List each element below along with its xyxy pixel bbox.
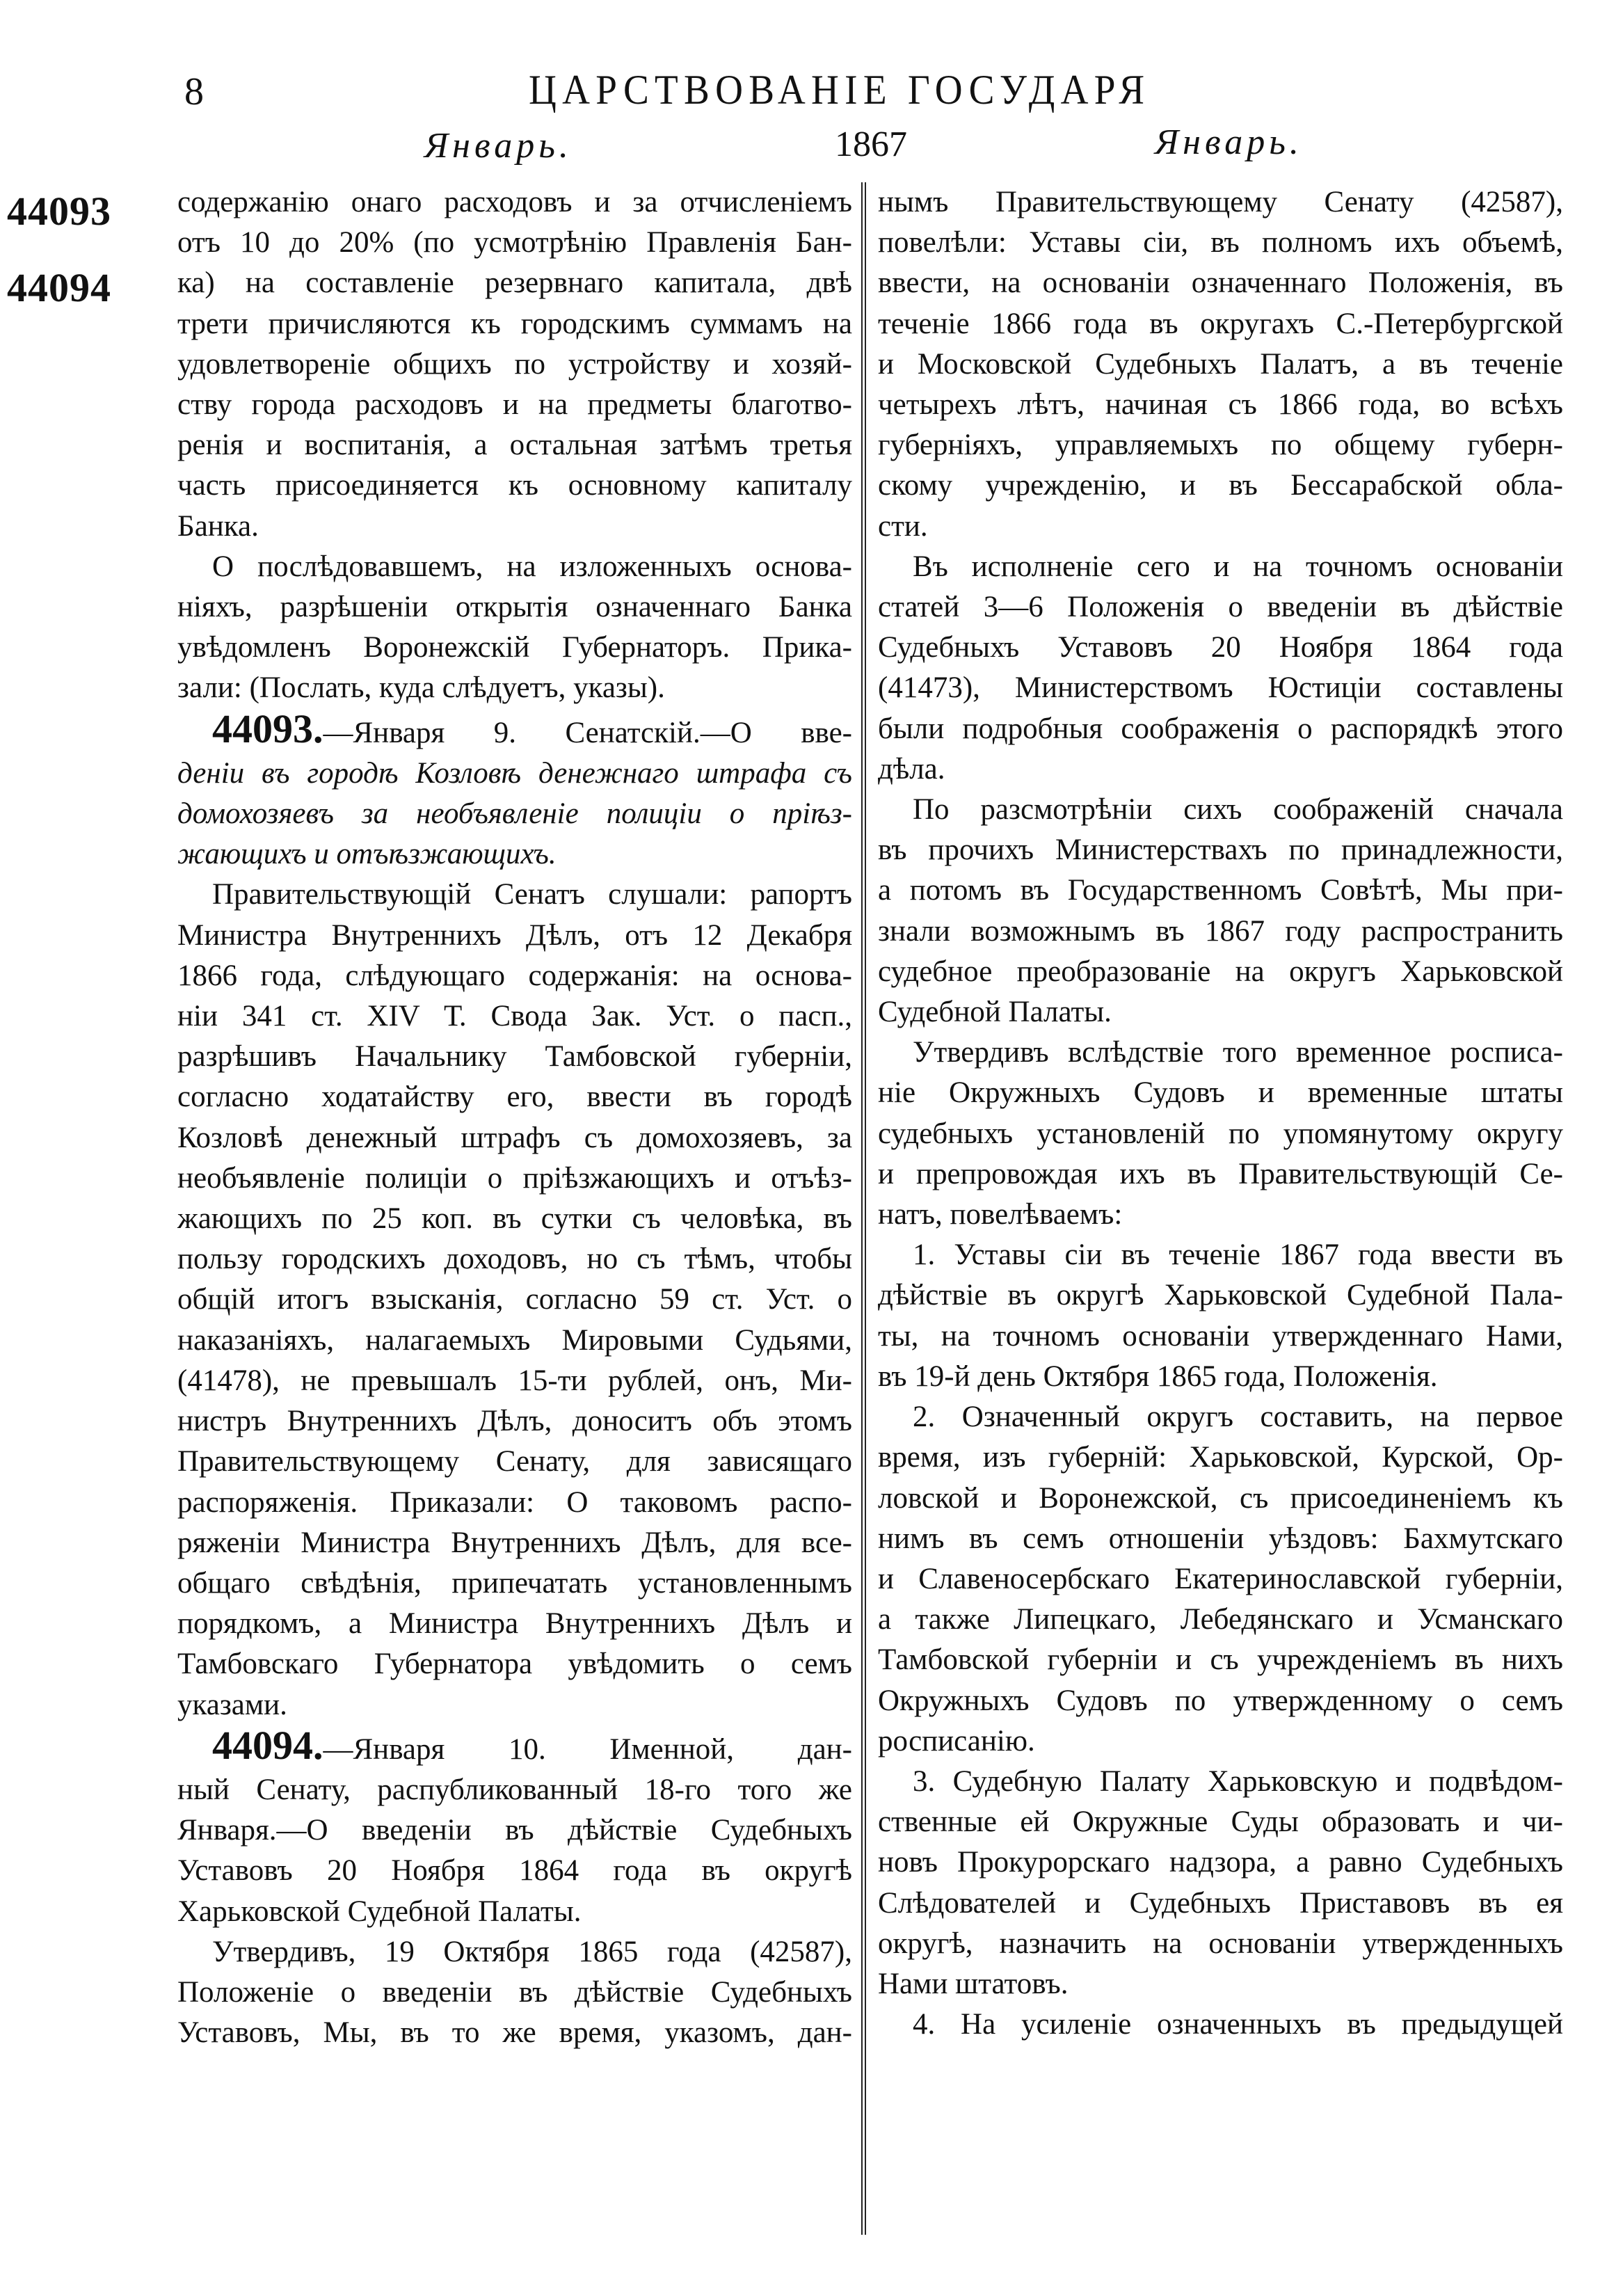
text-line: судебныхъ установленій по упомянутому округу [878,1117,1563,1150]
list-item-2 [878,1397,1563,1762]
entry-number: 44093. [212,705,323,751]
text-line: трети причисляются къ городскимъ суммамъ на [177,307,852,340]
text-line: Января.—О введеніи въ дѣйствіе Судебныхъ [177,1814,852,1847]
text-line: 3. Судебную Палату Харьковскую и подвѣдом- [913,1764,1563,1798]
list-item-3 [878,1762,1563,2004]
text-line: общаго свѣдѣнія, припечатать установленнымъ [177,1566,852,1600]
margin-number-44093: 44093 [7,189,111,234]
text-line: ніе Окружныхъ Судовъ и временные штаты [878,1076,1563,1110]
text-line: Окружныхъ Судовъ по утвержденному о семъ [878,1684,1563,1717]
entry-title [177,754,852,875]
text-line: домохозяевъ за необъявленіе полиціи о пріѣз- [177,797,852,831]
entry-heading-rest: —Января 9. Сенатскій.—О вве- [323,716,852,749]
text-line: жающихъ и отъѣзжающихъ. [177,838,557,871]
right-column [878,182,1563,2045]
year: 1867 [835,125,907,164]
left-column [177,182,852,2053]
text-line: нимъ въ семъ отношеніи уѣздовъ: Бахмутскаго [878,1522,1563,1555]
text-line: общій итогъ взысканія, согласно 59 ст. Уст. о [177,1283,852,1316]
paragraph-decree-continuation [878,182,1563,547]
entry-heading [177,1722,852,1770]
text-line: Харьковской Судебной Палаты. [177,1895,582,1928]
text-line: содержанію онаго расходовъ и за отчисленіемъ [177,186,852,218]
entry-heading-rest: —Января 10. Именной, дан- [323,1732,852,1766]
text-line: увѣдомленъ Воронежскій Губернаторъ. Прика- [177,631,852,664]
text-line: ка) на составленіе резервнаго капитала, двѣ [177,266,852,300]
text-line: указами. [177,1688,287,1721]
entry-number: 44094. [212,1722,323,1768]
text-line: нистръ Внутреннихъ Дѣлъ, доноситъ объ этомъ [177,1405,852,1438]
text-line: часть присоединяется къ основному капиталу [177,469,852,502]
text-line: ству города расходовъ и на предметы благотво- [177,388,852,422]
text-line: деніи въ городѣ Козловѣ денежнаго штрафа съ [177,756,852,790]
text-line: О послѣдовавшемъ, на изложенныхъ основа- [212,550,852,583]
text-line: росписанію. [878,1724,1035,1757]
entry-44094 [177,1722,852,2054]
text-line: необъявленіе полиціи о пріѣзжающихъ и отъѣз- [177,1161,852,1195]
text-line: сти. [878,509,928,543]
list-item-4 [878,2004,1563,2045]
text-line: пользу городскихъ доходовъ, но съ тѣмъ, чтобы [177,1243,852,1276]
text-line: отъ 10 до 20% (по усмотрѣнію Правленія Бан- [177,226,852,260]
text-line: ніяхъ, разрѣшеніи открытія означеннаго Банка [177,591,852,624]
text-line: новъ Прокурорскаго надзора, а равно Судебныхъ [878,1846,1563,1879]
text-line: порядкомъ, а Министра Внутреннихъ Дѣлъ и [177,1607,852,1641]
list-item-1 [878,1235,1563,1397]
text-line: Козловѣ денежный штрафъ съ домохозяевъ, за [177,1121,852,1154]
paragraph-voronezh-governor [177,547,852,709]
text-line: время, изъ губерній: Харьковской, Курской, Ор- [878,1441,1563,1474]
text-line: дѣйствіе въ округѣ Харьковской Судебной Пала- [878,1279,1563,1312]
text-line: (41473), Министерствомъ Юстиціи составлены [878,671,1563,705]
text-line: а также Липецкаго, Лебедянскаго и Усманскаго [878,1603,1563,1636]
text-line: судебное преобразованіе на округъ Харьковской [878,955,1563,988]
text-line: статей 3—6 Положенія о введеніи въ дѣйствіе [878,591,1563,624]
text-line: Правительствующій Сенатъ слушали: рапортъ [212,878,852,911]
paragraph-consideration [878,790,1563,1033]
text-line: теченіе 1866 года въ округахъ С.-Петербургской [878,307,1563,340]
text-line: зали: (Послать, куда слѣдуетъ, указы). [177,671,665,705]
text-line: въ прочихъ Министерствахъ по принадлежности, [878,834,1563,867]
text-line: знали возможнымъ въ 1867 году распространить [878,914,1563,948]
text-line: натъ, повелѣваемъ: [878,1198,1123,1231]
paragraph-approval [878,1033,1563,1235]
text-line: Тамбовскаго Губернатора увѣдомить о семъ [177,1648,852,1681]
text-line: Судебной Палаты. [878,996,1112,1029]
text-line: повелѣли: Уставы сіи, въ полномъ ихъ объемѣ, [878,226,1563,260]
text-line: Правительствующему Сенату, для зависящаго [177,1445,852,1478]
text-line: жающихъ по 25 коп. въ сутки съ человѣка, въ [177,1202,852,1236]
text-line: ловской и Воронежской, съ присоединеніемъ къ [878,1481,1563,1515]
text-line: Утвердивъ, 19 Октября 1865 года (42587), [212,1935,852,1968]
column-divider [861,182,866,2235]
text-line: Тамбовской губерніи и съ учрежденіемъ въ нихъ [878,1643,1563,1677]
text-line: ственные ей Окружные Суды образовать и чи- [878,1805,1563,1839]
entry-body [177,875,852,1725]
text-line: и Московской Судебныхъ Палатъ, а въ теченіе [878,347,1563,381]
text-line: распоряженія. Приказали: О таковомъ распо- [177,1485,852,1519]
text-line: Уставовъ 20 Ноября 1864 года въ округѣ [177,1854,852,1888]
text-line: въ 19-й день Октября 1865 года, Положенія. [878,1360,1438,1393]
text-line: Положеніе о введеніи въ дѣйствіе Судебныхъ [177,1975,852,2009]
month-left: Январь. [424,126,573,166]
text-line: (41478), не превышалъ 15-ти рублей, онъ, Ми- [177,1364,852,1397]
entry-heading [177,705,852,754]
page-number: 8 [184,70,204,113]
text-line: ный Сенату, распубликованный 18-го того же [177,1773,852,1806]
text-line: 1. Уставы сіи въ теченіе 1867 года ввести въ [913,1238,1563,1272]
text-line: и препровождая ихъ въ Правительствующій Се- [878,1157,1563,1190]
text-line: ввести, на основаніи означеннаго Положенія, въ [878,266,1563,300]
text-line: 4. На усиленіе означенныхъ въ предыдущей [913,2008,1563,2041]
text-line: наказаніяхъ, налагаемыхъ Мировыми Судьями, [177,1323,852,1357]
text-line: ряженіи Министра Внутреннихъ Дѣлъ, для все- [177,1526,852,1559]
paragraph-bank-capital [177,182,852,547]
text-line: Слѣдователей и Судебныхъ Приставовъ въ ея [878,1886,1563,1920]
text-line: Уставовъ, Мы, въ то же время, указомъ, дан- [177,2016,852,2050]
paragraph-execution [878,547,1563,790]
entry-44093 [177,705,852,1725]
text-line: 1866 года, слѣдующаго содержанія: на основа- [177,959,852,992]
entry-body [177,1932,852,2054]
text-line: удовлетвореніе общихъ по устройству и хозяй- [177,347,852,381]
text-line: Въ исполненіе сего и на точномъ основаніи [913,550,1563,583]
text-line: а потомъ въ Государственномъ Совѣтѣ, Мы при- [878,874,1563,907]
text-line: Нами штатовъ. [878,1967,1069,2000]
text-line: согласно ходатайству его, ввести въ городѣ [177,1081,852,1114]
margin-number-44094: 44094 [7,265,111,310]
text-line: По разсмотрѣніи сихъ соображеній сначала [913,793,1563,827]
text-line: Министра Внутреннихъ Дѣлъ, отъ 12 Декабря [177,918,852,952]
text-line: Судебныхъ Уставовъ 20 Ноября 1864 года [878,631,1563,664]
text-line: и Славеносербскаго Екатеринославской губерніи, [878,1562,1563,1595]
text-line: разрѣшивъ Начальнику Тамбовской губерніи, [177,1040,852,1074]
text-line: округѣ, назначить на основаніи утвержденныхъ [878,1927,1563,1960]
text-line: скому учрежденію, и въ Бессарабской обла- [878,469,1563,502]
text-line: 2. Означенный округъ составить, на первое [913,1401,1563,1434]
text-line: нымъ Правительствующему Сенату (42587), [878,186,1563,218]
text-line: ренія и воспитанія, а остальная затѣмъ третья [177,429,852,462]
text-line: четырехъ лѣтъ, начиная съ 1866 года, во всѣхъ [878,388,1563,422]
running-title: ЦАРСТВОВАНІЕ ГОСУДАРЯ [529,67,1151,113]
text-line: Банка. [177,509,259,543]
text-line: были подробныя соображенія о распорядкѣ этого [878,712,1563,745]
text-line: губерніяхъ, управляемыхъ по общему губерн- [878,429,1563,462]
text-line: дѣла. [878,752,945,786]
text-line: Утвердивъ вслѣдствіе того временное росписа- [913,1036,1563,1069]
text-line: ніи 341 ст. XIV Т. Свода Зак. Уст. о пасп., [177,1000,852,1033]
text-line: ты, на точномъ основаніи утвержденнаго Нами, [878,1319,1563,1353]
entry-title [177,1770,852,1932]
month-right: Январь. [1155,122,1303,162]
